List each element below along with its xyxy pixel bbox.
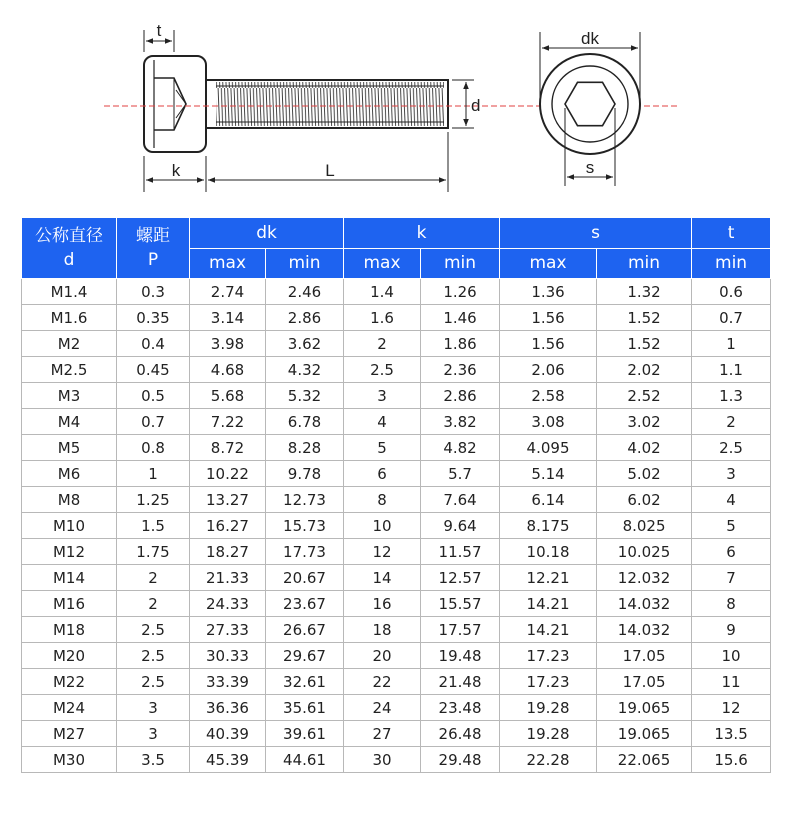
cell-dk-max: 18.27 (190, 539, 266, 565)
table-row (22, 721, 771, 747)
cell-dk-max: 16.27 (190, 513, 266, 539)
cell-s-max: 12.21 (500, 565, 597, 591)
cell-k-max: 16 (344, 591, 421, 617)
table-row (22, 591, 771, 617)
screw-end-view (540, 54, 640, 154)
cell-k-max: 8 (344, 487, 421, 513)
cell-s-max: 19.28 (500, 695, 597, 721)
cell-s-min: 1.32 (597, 279, 692, 305)
cell-dk-min: 23.67 (266, 591, 344, 617)
cell-s-max: 10.18 (500, 539, 597, 565)
cell-k-max: 14 (344, 565, 421, 591)
cell-k-max: 2.5 (344, 357, 421, 383)
cell-t-min: 3 (692, 461, 771, 487)
cell-size: M8 (22, 487, 117, 513)
cell-pitch: 1.75 (117, 539, 190, 565)
cell-dk-max: 27.33 (190, 617, 266, 643)
cell-pitch: 0.4 (117, 331, 190, 357)
cell-k-min: 17.57 (421, 617, 500, 643)
label-d: d (471, 96, 481, 115)
cell-k-min: 15.57 (421, 591, 500, 617)
cell-dk-min: 39.61 (266, 721, 344, 747)
header-pitch-text: 螺距 (136, 226, 170, 246)
screw-head (144, 56, 206, 152)
cell-s-min: 1.52 (597, 305, 692, 331)
cell-k-max: 22 (344, 669, 421, 695)
cell-t-min: 0.6 (692, 279, 771, 305)
cell-k-min: 1.46 (421, 305, 500, 331)
header-k-max: max (344, 248, 421, 279)
head-outer-circle (540, 54, 640, 154)
cell-s-min: 10.025 (597, 539, 692, 565)
cell-k-min: 23.48 (421, 695, 500, 721)
dimension-t (144, 21, 174, 52)
cell-t-min: 1.1 (692, 357, 771, 383)
table-header (22, 218, 771, 279)
cell-s-max: 2.06 (500, 357, 597, 383)
cell-dk-min: 20.67 (266, 565, 344, 591)
cell-size: M27 (22, 721, 117, 747)
dimension-d (452, 80, 480, 128)
cell-k-max: 5 (344, 435, 421, 461)
cell-t-min: 12 (692, 695, 771, 721)
cell-dk-max: 4.68 (190, 357, 266, 383)
cell-s-max: 8.175 (500, 513, 597, 539)
cell-dk-min: 44.61 (266, 747, 344, 773)
header-dk-max: max (190, 248, 266, 279)
cell-k-min: 2.36 (421, 357, 500, 383)
cell-pitch: 0.5 (117, 383, 190, 409)
cell-s-min: 17.05 (597, 643, 692, 669)
cell-s-min: 1.52 (597, 331, 692, 357)
cell-dk-min: 26.67 (266, 617, 344, 643)
cell-dk-min: 35.61 (266, 695, 344, 721)
cell-dk-min: 4.32 (266, 357, 344, 383)
cell-dk-min: 2.86 (266, 305, 344, 331)
table-row (22, 669, 771, 695)
header-dk: dk (190, 218, 344, 249)
cell-t-min: 0.7 (692, 305, 771, 331)
cell-pitch: 3.5 (117, 747, 190, 773)
header-s: s (500, 218, 692, 249)
cell-t-min: 11 (692, 669, 771, 695)
cell-k-min: 29.48 (421, 747, 500, 773)
cell-pitch: 0.3 (117, 279, 190, 305)
table-row (22, 643, 771, 669)
cell-size: M5 (22, 435, 117, 461)
cell-dk-max: 24.33 (190, 591, 266, 617)
cell-s-min: 4.02 (597, 435, 692, 461)
cell-pitch: 2 (117, 591, 190, 617)
cell-s-max: 17.23 (500, 643, 597, 669)
cell-s-max: 22.28 (500, 747, 597, 773)
cell-k-min: 12.57 (421, 565, 500, 591)
cell-s-min: 3.02 (597, 409, 692, 435)
cell-s-min: 17.05 (597, 669, 692, 695)
header-s-min: min (597, 248, 692, 279)
table-row (22, 695, 771, 721)
cell-k-max: 18 (344, 617, 421, 643)
cell-dk-max: 40.39 (190, 721, 266, 747)
header-dk-min: min (266, 248, 344, 279)
cell-s-min: 2.02 (597, 357, 692, 383)
cell-k-min: 19.48 (421, 643, 500, 669)
cell-size: M1.6 (22, 305, 117, 331)
cell-size: M6 (22, 461, 117, 487)
cell-dk-max: 3.98 (190, 331, 266, 357)
cell-dk-min: 6.78 (266, 409, 344, 435)
cell-size: M10 (22, 513, 117, 539)
cell-s-max: 5.14 (500, 461, 597, 487)
cell-k-max: 27 (344, 721, 421, 747)
label-s: s (585, 158, 595, 177)
header-pitch (117, 218, 190, 279)
cell-k-max: 12 (344, 539, 421, 565)
cell-k-min: 4.82 (421, 435, 500, 461)
cell-dk-min: 2.46 (266, 279, 344, 305)
cell-size: M22 (22, 669, 117, 695)
screw-dimension-drawing (0, 0, 790, 205)
cell-k-max: 20 (344, 643, 421, 669)
cell-t-min: 2 (692, 409, 771, 435)
cell-s-max: 6.14 (500, 487, 597, 513)
cell-t-min: 15.6 (692, 747, 771, 773)
cell-size: M14 (22, 565, 117, 591)
cell-t-min: 1.3 (692, 383, 771, 409)
cell-s-min: 19.065 (597, 721, 692, 747)
cell-pitch: 0.35 (117, 305, 190, 331)
cell-pitch: 0.8 (117, 435, 190, 461)
cell-k-min: 1.26 (421, 279, 500, 305)
cell-t-min: 10 (692, 643, 771, 669)
cell-s-max: 4.095 (500, 435, 597, 461)
header-k-min: min (421, 248, 500, 279)
cell-pitch: 1.25 (117, 487, 190, 513)
cell-k-max: 30 (344, 747, 421, 773)
header-t: t (692, 218, 771, 249)
cell-size: M2.5 (22, 357, 117, 383)
cell-t-min: 6 (692, 539, 771, 565)
header-t-min: min (692, 248, 771, 279)
table-row (22, 747, 771, 773)
cell-k-max: 4 (344, 409, 421, 435)
cell-s-min: 12.032 (597, 565, 692, 591)
table-row (22, 383, 771, 409)
cell-k-min: 9.64 (421, 513, 500, 539)
cell-s-min: 8.025 (597, 513, 692, 539)
cell-t-min: 9 (692, 617, 771, 643)
cell-pitch: 2.5 (117, 643, 190, 669)
label-k: k (171, 161, 181, 180)
table-row (22, 331, 771, 357)
cell-s-max: 1.56 (500, 331, 597, 357)
cell-s-max: 14.21 (500, 591, 597, 617)
cell-t-min: 2.5 (692, 435, 771, 461)
table-row (22, 513, 771, 539)
table-row (22, 461, 771, 487)
cell-dk-max: 7.22 (190, 409, 266, 435)
cell-dk-max: 21.33 (190, 565, 266, 591)
table-body (22, 279, 771, 773)
cell-s-max: 17.23 (500, 669, 597, 695)
cell-k-max: 2 (344, 331, 421, 357)
table-row (22, 487, 771, 513)
cell-k-min: 21.48 (421, 669, 500, 695)
cell-size: M18 (22, 617, 117, 643)
table-row (22, 279, 771, 305)
cell-pitch: 3 (117, 721, 190, 747)
cell-s-max: 14.21 (500, 617, 597, 643)
cell-k-max: 10 (344, 513, 421, 539)
cell-t-min: 13.5 (692, 721, 771, 747)
label-L: L (325, 161, 335, 180)
cell-pitch: 1.5 (117, 513, 190, 539)
cell-pitch: 0.7 (117, 409, 190, 435)
cell-k-min: 3.82 (421, 409, 500, 435)
cell-size: M20 (22, 643, 117, 669)
cell-dk-min: 12.73 (266, 487, 344, 513)
cell-dk-max: 10.22 (190, 461, 266, 487)
cell-k-min: 2.86 (421, 383, 500, 409)
cell-k-max: 1.6 (344, 305, 421, 331)
cell-k-max: 6 (344, 461, 421, 487)
table-row (22, 565, 771, 591)
cell-dk-max: 13.27 (190, 487, 266, 513)
cell-t-min: 7 (692, 565, 771, 591)
spec-table (21, 217, 771, 773)
cell-pitch: 0.45 (117, 357, 190, 383)
cell-dk-max: 30.33 (190, 643, 266, 669)
cell-size: M16 (22, 591, 117, 617)
cell-k-max: 3 (344, 383, 421, 409)
cell-dk-min: 15.73 (266, 513, 344, 539)
cell-size: M1.4 (22, 279, 117, 305)
cell-s-max: 3.08 (500, 409, 597, 435)
cell-s-min: 19.065 (597, 695, 692, 721)
cell-s-min: 22.065 (597, 747, 692, 773)
cell-s-min: 6.02 (597, 487, 692, 513)
cell-dk-min: 5.32 (266, 383, 344, 409)
cell-dk-min: 9.78 (266, 461, 344, 487)
cell-t-min: 4 (692, 487, 771, 513)
cell-k-max: 24 (344, 695, 421, 721)
cell-t-min: 8 (692, 591, 771, 617)
cell-dk-max: 33.39 (190, 669, 266, 695)
label-dk: dk (581, 29, 599, 48)
cell-s-max: 1.36 (500, 279, 597, 305)
cell-dk-max: 3.14 (190, 305, 266, 331)
cell-dk-max: 36.36 (190, 695, 266, 721)
cell-dk-max: 8.72 (190, 435, 266, 461)
cell-s-min: 2.52 (597, 383, 692, 409)
cell-t-min: 1 (692, 331, 771, 357)
header-nominal-diameter (22, 218, 117, 279)
cell-s-min: 14.032 (597, 591, 692, 617)
header-s-max: max (500, 248, 597, 279)
cell-s-max: 19.28 (500, 721, 597, 747)
cell-s-max: 2.58 (500, 383, 597, 409)
header-nominal-diameter-text: 公称直径 (35, 226, 103, 246)
table-row (22, 409, 771, 435)
header-nominal-diameter-symbol: d (63, 250, 75, 270)
cell-dk-max: 2.74 (190, 279, 266, 305)
dimension-k (144, 156, 206, 192)
cell-size: M12 (22, 539, 117, 565)
label-t: t (156, 21, 162, 40)
cell-pitch: 1 (117, 461, 190, 487)
table-row (22, 617, 771, 643)
cell-size: M3 (22, 383, 117, 409)
cell-pitch: 2 (117, 565, 190, 591)
table-row (22, 357, 771, 383)
cell-s-min: 5.02 (597, 461, 692, 487)
cell-dk-min: 3.62 (266, 331, 344, 357)
cell-size: M30 (22, 747, 117, 773)
cell-size: M4 (22, 409, 117, 435)
cell-k-min: 26.48 (421, 721, 500, 747)
cell-s-min: 14.032 (597, 617, 692, 643)
cell-t-min: 5 (692, 513, 771, 539)
cell-k-min: 11.57 (421, 539, 500, 565)
cell-k-max: 1.4 (344, 279, 421, 305)
header-k: k (344, 218, 500, 249)
cell-dk-min: 17.73 (266, 539, 344, 565)
cell-dk-max: 45.39 (190, 747, 266, 773)
table-row (22, 539, 771, 565)
cell-k-min: 5.7 (421, 461, 500, 487)
screw-side-view (144, 56, 448, 152)
header-pitch-symbol: P (147, 250, 159, 270)
cell-size: M2 (22, 331, 117, 357)
table-row (22, 305, 771, 331)
cell-dk-min: 32.61 (266, 669, 344, 695)
dimension-L (208, 132, 448, 192)
cell-k-min: 1.86 (421, 331, 500, 357)
cell-dk-max: 5.68 (190, 383, 266, 409)
cell-s-max: 1.56 (500, 305, 597, 331)
cell-pitch: 2.5 (117, 617, 190, 643)
table-row (22, 435, 771, 461)
cell-pitch: 3 (117, 695, 190, 721)
cell-dk-min: 8.28 (266, 435, 344, 461)
cell-size: M24 (22, 695, 117, 721)
cell-pitch: 2.5 (117, 669, 190, 695)
cell-dk-min: 29.67 (266, 643, 344, 669)
cell-k-min: 7.64 (421, 487, 500, 513)
